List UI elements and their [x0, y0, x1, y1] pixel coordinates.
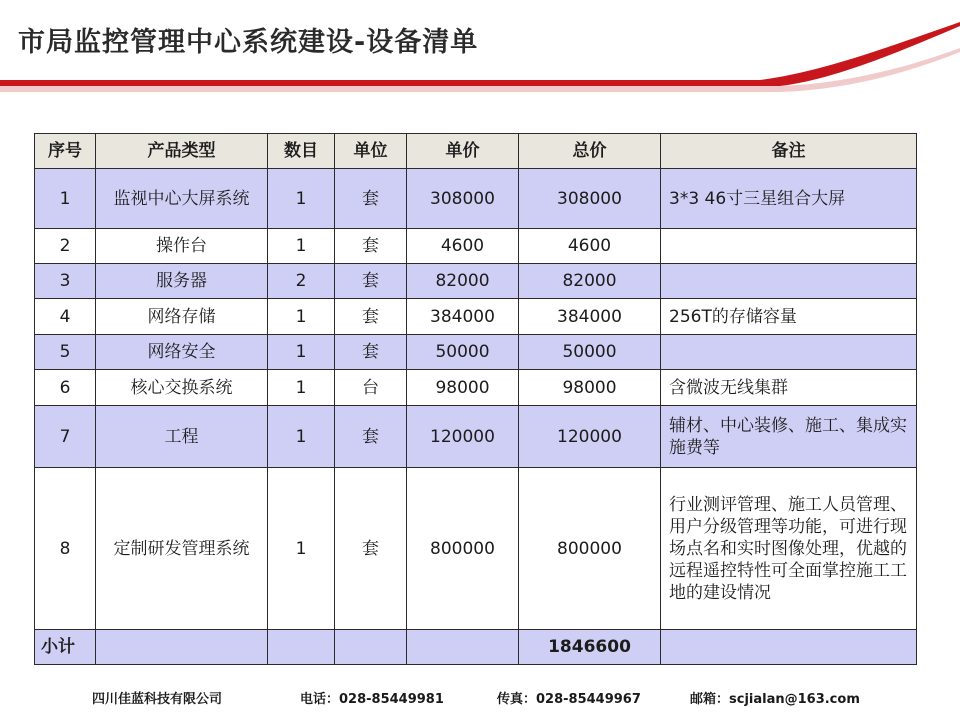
col-header-qty: 数目 — [268, 134, 335, 169]
cell-total: 120000 — [519, 406, 661, 468]
table-row — [35, 468, 917, 630]
cell-empty — [268, 630, 335, 665]
cell-unit: 套 — [335, 264, 407, 299]
col-header-remark: 备注 — [661, 134, 917, 169]
cell-unit-price: 50000 — [407, 335, 519, 370]
cell-unit: 台 — [335, 370, 407, 406]
footer-company: 四川佳蓝科技有限公司 — [92, 692, 223, 707]
cell-qty: 1 — [268, 169, 335, 229]
cell-no: 5 — [35, 335, 96, 370]
cell-remark: 含微波无线集群 — [661, 370, 917, 406]
cell-no: 3 — [35, 264, 96, 299]
cell-no: 8 — [35, 468, 96, 630]
cell-unit: 套 — [335, 299, 407, 335]
cell-remark: 256T的存储容量 — [661, 299, 917, 335]
cell-remark: 辅材、中心装修、施工、集成实施费等 — [661, 406, 917, 468]
cell-type: 监视中心大屏系统 — [96, 169, 268, 229]
cell-qty: 2 — [268, 264, 335, 299]
table-row — [35, 229, 917, 264]
cell-qty: 1 — [268, 370, 335, 406]
cell-total: 98000 — [519, 370, 661, 406]
table-row — [35, 406, 917, 468]
cell-unit: 套 — [335, 468, 407, 630]
cell-type: 操作台 — [96, 229, 268, 264]
cell-empty — [661, 630, 917, 665]
cell-unit-price: 82000 — [407, 264, 519, 299]
subtotal-label: 小计 — [35, 630, 96, 665]
cell-type: 定制研发管理系统 — [96, 468, 268, 630]
cell-total: 384000 — [519, 299, 661, 335]
col-header-no: 序号 — [35, 134, 96, 169]
cell-no: 2 — [35, 229, 96, 264]
cell-qty: 1 — [268, 229, 335, 264]
cell-total: 308000 — [519, 169, 661, 229]
col-header-type: 产品类型 — [96, 134, 268, 169]
cell-remark: 行业测评管理、施工人员管理、用户分级管理等功能，可进行现场点名和实时图像处理，优越的远程遥控特性可全面掌控施工工地的建设情况 — [661, 468, 917, 630]
cell-remark — [661, 264, 917, 299]
col-header-unit-price: 单价 — [407, 134, 519, 169]
cell-type: 核心交换系统 — [96, 370, 268, 406]
cell-empty — [96, 630, 268, 665]
cell-no: 6 — [35, 370, 96, 406]
table-row — [35, 169, 917, 229]
subtotal-row — [35, 630, 917, 665]
table-row — [35, 370, 917, 406]
cell-unit-price: 308000 — [407, 169, 519, 229]
cell-unit: 套 — [335, 169, 407, 229]
cell-empty — [407, 630, 519, 665]
table-row — [35, 299, 917, 335]
cell-qty: 1 — [268, 299, 335, 335]
cell-qty: 1 — [268, 468, 335, 630]
table-row — [35, 264, 917, 299]
equipment-table — [34, 133, 917, 665]
cell-remark: 3*3 46寸三星组合大屏 — [661, 169, 917, 229]
cell-type: 网络安全 — [96, 335, 268, 370]
cell-unit-price: 4600 — [407, 229, 519, 264]
cell-unit-price: 384000 — [407, 299, 519, 335]
table-header-row — [35, 134, 917, 169]
footer-fax: 传真：028-85449967 — [497, 692, 641, 707]
cell-qty: 1 — [268, 335, 335, 370]
cell-total: 4600 — [519, 229, 661, 264]
cell-unit: 套 — [335, 335, 407, 370]
subtotal-value: 1846600 — [519, 630, 661, 665]
cell-unit-price: 98000 — [407, 370, 519, 406]
cell-type: 网络存储 — [96, 299, 268, 335]
cell-total: 82000 — [519, 264, 661, 299]
cell-type: 服务器 — [96, 264, 268, 299]
cell-empty — [335, 630, 407, 665]
col-header-unit: 单位 — [335, 134, 407, 169]
cell-unit-price: 120000 — [407, 406, 519, 468]
cell-remark — [661, 229, 917, 264]
footer-email: 邮箱：scjialan@163.com — [690, 692, 860, 707]
cell-no: 7 — [35, 406, 96, 468]
cell-type: 工程 — [96, 406, 268, 468]
footer-phone: 电话：028-85449981 — [300, 692, 444, 707]
cell-remark — [661, 335, 917, 370]
col-header-total: 总价 — [519, 134, 661, 169]
cell-unit: 套 — [335, 406, 407, 468]
cell-no: 1 — [35, 169, 96, 229]
cell-qty: 1 — [268, 406, 335, 468]
cell-unit-price: 800000 — [407, 468, 519, 630]
cell-total: 50000 — [519, 335, 661, 370]
cell-total: 800000 — [519, 468, 661, 630]
cell-unit: 套 — [335, 229, 407, 264]
page-title: 市局监控管理中心系统建设-设备清单 — [18, 27, 479, 58]
table-row — [35, 335, 917, 370]
cell-no: 4 — [35, 299, 96, 335]
